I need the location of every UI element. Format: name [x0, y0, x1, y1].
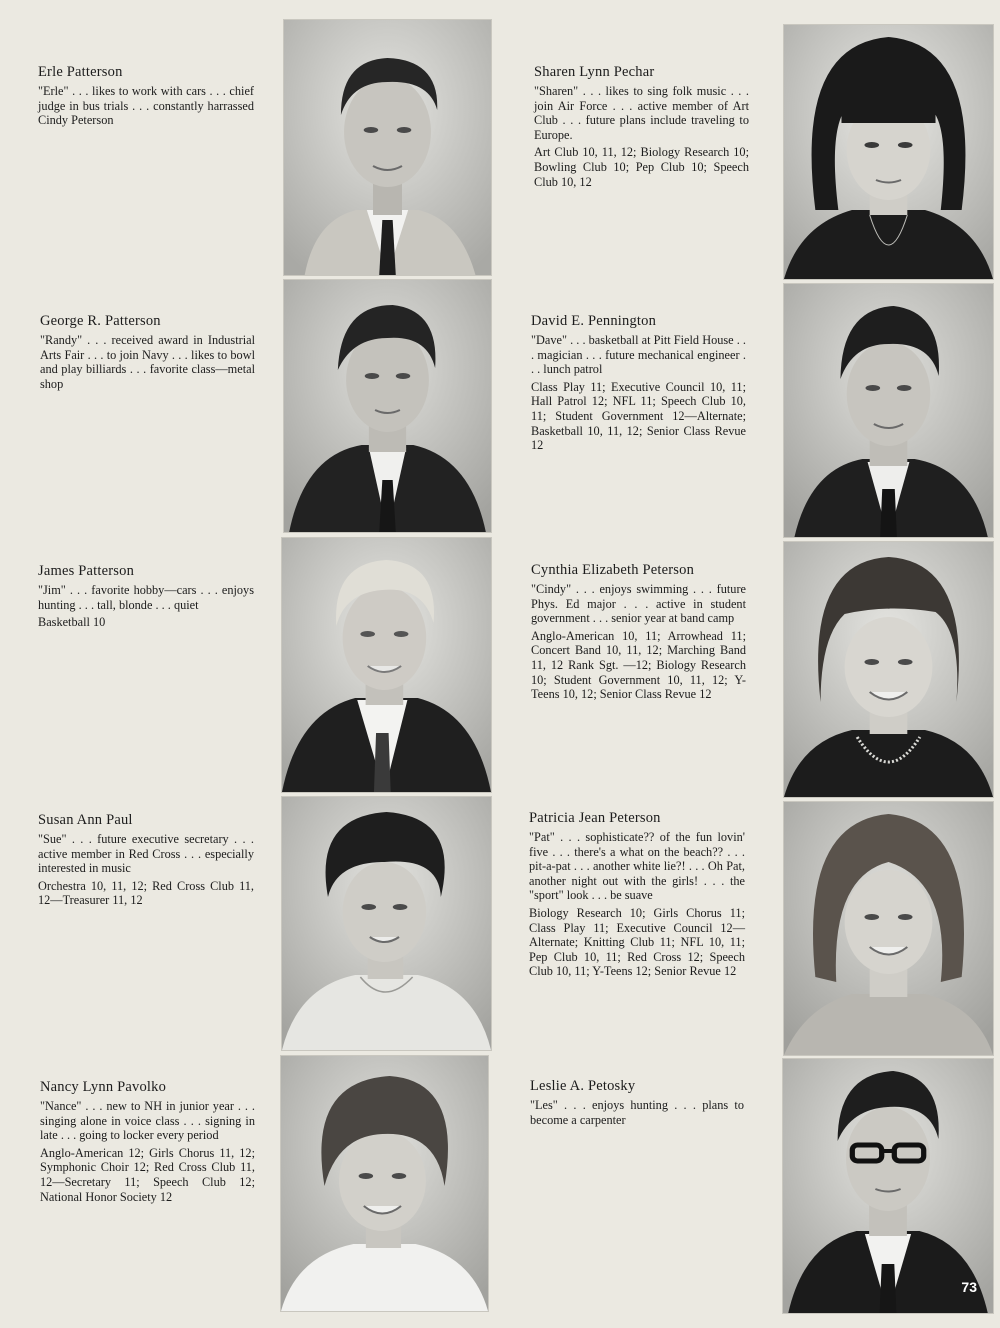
- senior-quote: "Jim" . . . favorite hobby—cars . . . enjoys hunting . . . tall, blonde . . . quiet: [38, 583, 254, 612]
- senior-name: David E. Pennington: [531, 313, 657, 329]
- portrait-photo: [783, 24, 994, 280]
- senior-name: Cynthia Elizabeth Peterson: [531, 562, 695, 578]
- senior-entry: [38, 64, 254, 128]
- portrait-photo: [281, 796, 492, 1051]
- senior-activities: Basketball 10: [38, 615, 106, 630]
- senior-activities: Biology Research 10; Girls Chorus 11; Class Play 11; Executive Council 12—Alternate; Knitting Club 11; NFL 10, 11; Pep Club 10, 11; Red Cross 12; Speech Club 10, 11; Y-Teens 12; Senior Revue 12: [529, 905, 745, 979]
- portrait-photo: [783, 541, 994, 798]
- senior-quote: "Pat" . . . sophisticate?? of the fun lovin' five . . . there's a what on the beach?? . . . pit-a-pat . . . another white lie?! . . . Oh Pat, another night out with the girls! . . . the "sport" look . . . be suave: [529, 830, 745, 903]
- senior-entry: [40, 313, 255, 391]
- portrait-photo: [783, 283, 994, 538]
- senior-entry: [38, 563, 254, 630]
- senior-name: Nancy Lynn Pavolko: [40, 1079, 167, 1095]
- senior-name: Leslie A. Petosky: [530, 1078, 636, 1094]
- senior-entry: [531, 313, 746, 453]
- portrait-photo: [782, 1058, 994, 1314]
- senior-quote: "Randy" . . . received award in Industrial Arts Fair . . . to join Navy . . . likes to bowl and play billiards . . . favorite class—metal shop: [40, 333, 255, 391]
- senior-activities: Orchestra 10, 11, 12; Red Cross Club 11, 12—Treasurer 11, 12: [38, 878, 254, 908]
- senior-entry: [531, 562, 746, 702]
- page-number: 73: [961, 1279, 977, 1295]
- senior-quote: "Cindy" . . . enjoys swimming . . . future Phys. Ed major . . . active in student government . . . senior year at band camp: [531, 582, 746, 626]
- senior-activities: Class Play 11; Executive Council 10, 11; Hall Patrol 12; NFL 11; Speech Club 10, 11; Student Government 12—Alternate; Basketball 10, 11, 12; Senior Class Revue 12: [531, 379, 746, 453]
- senior-entry: [534, 64, 749, 189]
- portrait-photo: [281, 537, 492, 793]
- senior-name: George R. Patterson: [40, 313, 161, 329]
- senior-activities: Art Club 10, 11, 12; Biology Research 10; Bowling Club 10; Pep Club 10; Speech Club 10, 12: [534, 145, 749, 189]
- senior-quote: "Dave" . . . basketball at Pitt Field House . . . magician . . . future mechanical engineer . . . lunch patrol: [531, 333, 746, 377]
- portrait-photo: [283, 279, 492, 533]
- portrait-photo: [783, 801, 994, 1056]
- portrait-photo: [280, 1055, 489, 1312]
- senior-name: Patricia Jean Peterson: [529, 810, 661, 826]
- senior-name: Susan Ann Paul: [38, 812, 133, 828]
- senior-entry: [530, 1078, 744, 1127]
- senior-quote: "Sue" . . . future executive secretary . . . active member in Red Cross . . . especially interested in music: [38, 832, 254, 876]
- senior-quote: "Sharen" . . . likes to sing folk music . . . join Air Force . . . active member of Art Club . . . future plans include traveling to Europe.: [534, 84, 749, 142]
- senior-name: Sharen Lynn Pechar: [534, 64, 655, 80]
- senior-activities: Anglo-American 10, 11; Arrowhead 11; Concert Band 10, 11, 12; Marching Band 11, 12 Rank Sgt. —12; Biology Research 10; Student Government 10, 11, 12; Y-Teens 10, 12; Senior Class Revue 12: [531, 628, 746, 702]
- senior-entry: [529, 810, 745, 979]
- senior-activities: Anglo-American 12; Girls Chorus 11, 12; Symphonic Choir 12; Red Cross Club 11, 12—Secretary 11; Speech Club 12; National Honor Society 12: [40, 1145, 255, 1204]
- senior-entry: [38, 812, 254, 908]
- senior-quote: "Erle" . . . likes to work with cars . . . chief judge in bus trials . . . constantly harrassed Cindy Peterson: [38, 84, 254, 128]
- senior-entry: [40, 1079, 255, 1204]
- portrait-photo: [283, 19, 492, 276]
- senior-name: Erle Patterson: [38, 64, 123, 80]
- senior-quote: "Nance" . . . new to NH in junior year . . . singing alone in voice class . . . signing in late . . . going to locker every period: [40, 1099, 255, 1143]
- senior-name: James Patterson: [38, 563, 135, 579]
- senior-quote: "Les" . . . enjoys hunting . . . plans to become a carpenter: [530, 1098, 744, 1127]
